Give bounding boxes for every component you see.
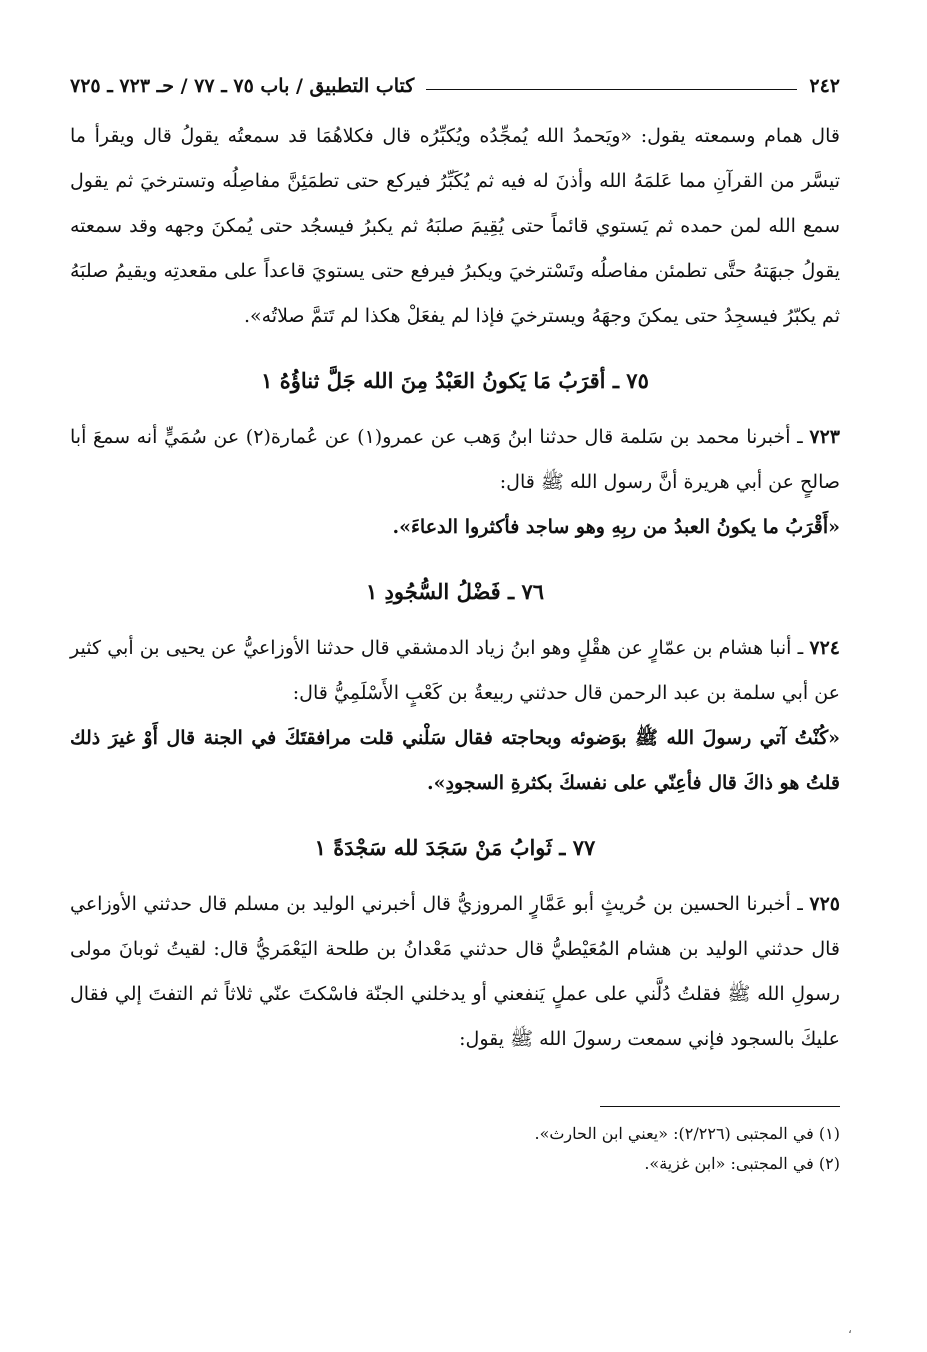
hadith-723-isnad	[70, 415, 840, 505]
page-number: ٢٤٢	[809, 75, 840, 97]
header-rule	[426, 89, 797, 90]
hadith-number: ٧٢٣	[809, 426, 840, 448]
hadith-724-matn: «كُنْتُ آتي رسولَ الله ﷺ بوَضوئه وبحاجته فقال سَلْني قلت مرافقتَكَ في الجنة قال أَوْ غيرَ ذلك قلتُ هو ذاكَ قال فأعِنّي على نفسكَ بكثرةِ السجودِ».	[70, 727, 840, 794]
stray-mark: ،	[848, 1322, 852, 1336]
chapter-heading-76: ٧٦ ـ فَضْلُ السُّجُودِ ١	[365, 579, 545, 604]
hadith-number: ٧٢٤	[809, 637, 840, 659]
hadith-number: ٧٢٥	[809, 893, 840, 915]
running-head	[70, 62, 840, 96]
hadith-723-matn: «أَقْرَبُ ما يكونُ العبدُ من ربِهِ وهو ساجد فأكثروا الدعاءَ».	[392, 516, 840, 538]
chapter-heading-75: ٧٥ ـ أقرَبُ مَا يَكونُ العَبْدُ مِنَ الله جَلَّ ثناؤُهُ ١	[261, 368, 649, 393]
hadith-724-isnad	[70, 626, 840, 716]
footnote-1: (١) في المجتبى (٢/٢٢٦): «يعني ابن الحارث».	[534, 1124, 840, 1143]
footnote-rule	[600, 1106, 840, 1107]
running-title: كتاب التطبيق / باب ٧٥ ـ ٧٧ / حـ ٧٢٣ ـ ٧٢٥	[70, 75, 415, 97]
hadith-725-isnad	[70, 882, 840, 1062]
isnad-text: ـ أخبرنا محمد بن سَلمة قال حدثنا ابنُ وَهب عن عمرو(١) عن عُمارة(٢) عن سُمَيٍّ أنه سمعَ أبا صالحٍ عن أبي هريرة أنَّ رسول الله ﷺ قال:	[70, 426, 840, 493]
hadith-continuation: قال همام وسمعته يقول: «ويَحمدُ الله يُمجِّدُه ويُكبِّرُه قال فكلاهُمَا قد سمعتُه يقولُ قال ويقرأ ما تيسَّر من القرآنِ مما عَلمَهُ الله وأذنَ له فيه ثم يُكَبِّرُ فيركع حتى تطمَئِنَّ مفاصِلُه وتسترخيَ ثم يقول سمع الله لمن حمده ثم يَستوي قائماً حتى يُقِيمَ صلبَهُ ثم يكبرُ فيسجُد حتى يُمكنَ وجهه وقد سمعته يقولُ جبهَتهُ حتَّى تطمئن مفاصلُه وتَسْترخيَ ويكبرُ فيرفع حتى يستويَ قاعداً على مقعدتِه ويقيمُ صلبَهُ ثم يكبّرُ فيسجِدُ حتى يمكنَ وجهَهُ ويسترخيَ فإذا لم يفعَلْ هكذا لم تَتمَّ صلاتُه».	[70, 125, 840, 327]
footnote-2: (٢) في المجتبى: «ابن غزية».	[644, 1154, 840, 1173]
isnad-text: ـ أنبا هشام بن عمّارٍ عن هقْلٍ وهو ابنُ زياد الدمشقي قال حدثنا الأوزاعيُّ عن يحيى بن أبي كثير عن أبي سلمة بن عبد الرحمن قال حدثني ربيعةُ بن كَعْبٍ الأَسْلَمِيُّ قال:	[70, 637, 840, 704]
chapter-heading-77: ٧٧ ـ ثَوابُ مَنْ سَجَدَ لله سَجْدَةً ١	[314, 835, 596, 860]
book-page	[70, 62, 840, 1179]
isnad-text: ـ أخبرنا الحسين بن حُريثٍ أبو عَمَّارٍ المروزيُّ قال أخبرني الوليد بن مسلم قال حدثني الأوزاعي قال حدثني الوليد بن هشام المُعَيْطيُّ قال حدثني مَعْدانُ بن طلحة اليَعْمَريُّ قال: لقيتُ ثوبانَ مولى رسولِ الله ﷺ فقلتُ دُلَّني على عملٍ يَنفعني أو يدخلني الجنّة فاسْكتَ عنّي ثلاثاً ثم التفتَ إلي فقال عليكَ بالسجود فإني سمعت رسولَ الله ﷺ يقول:	[70, 893, 840, 1050]
